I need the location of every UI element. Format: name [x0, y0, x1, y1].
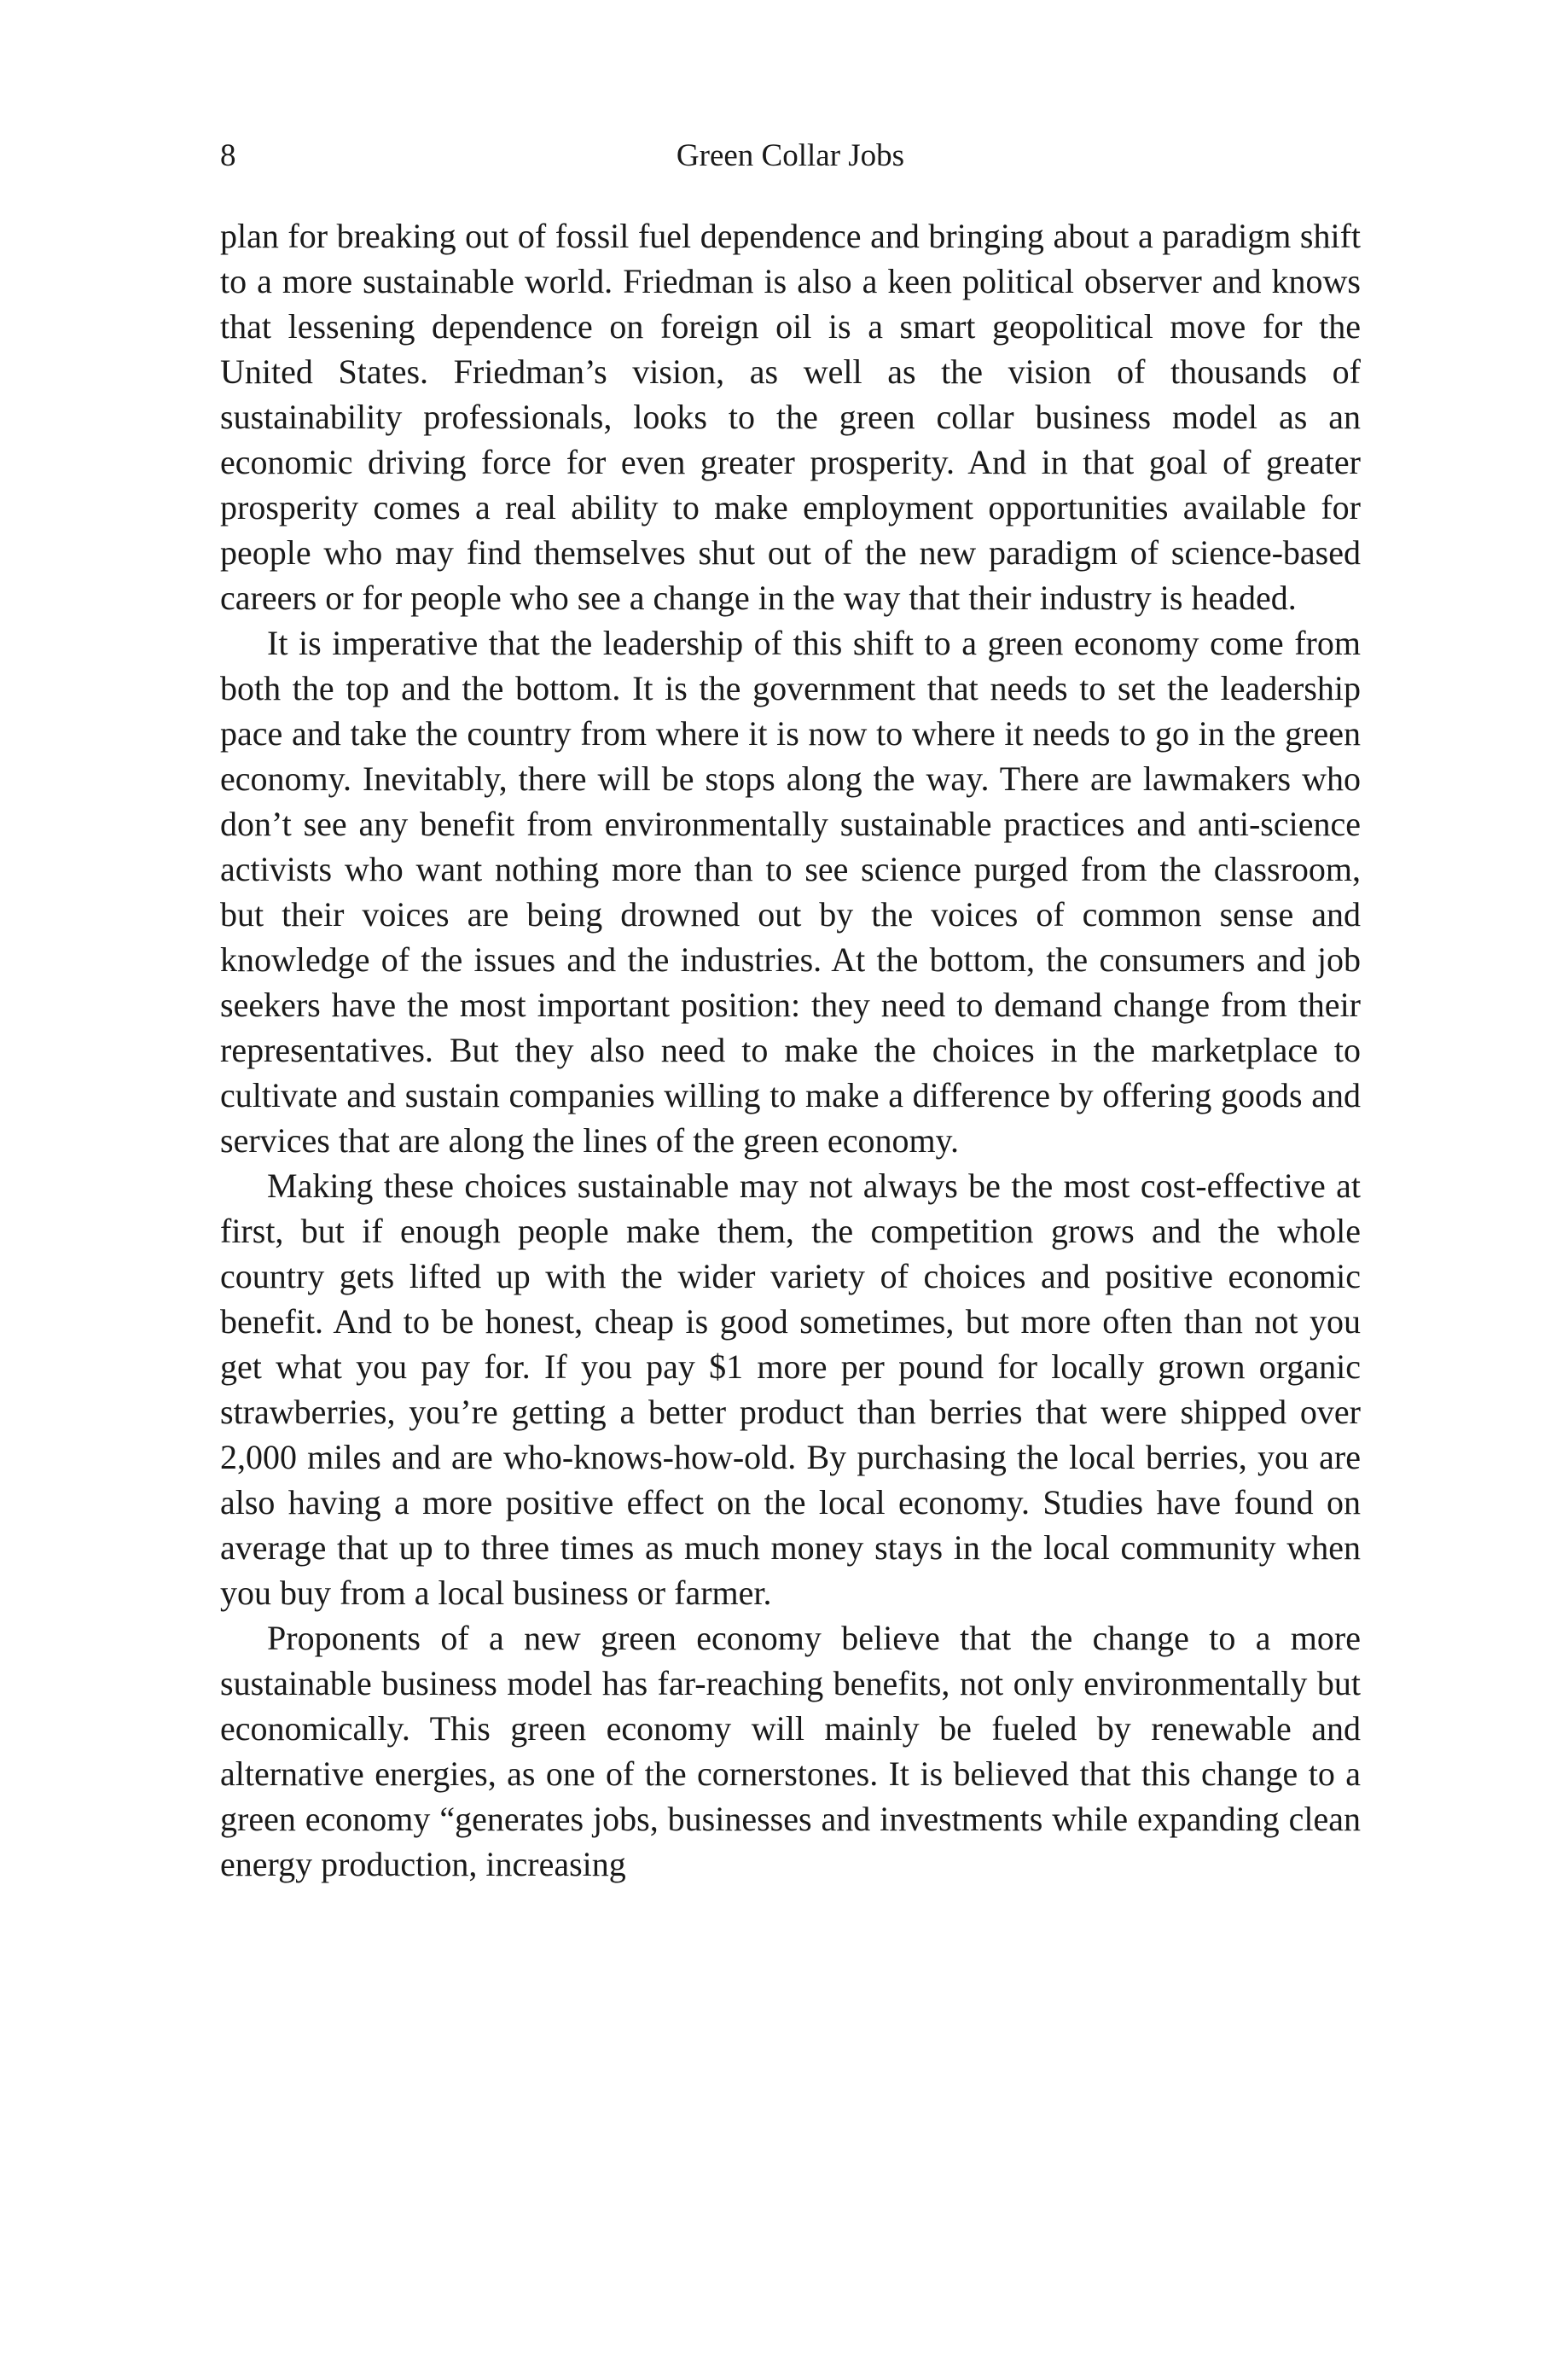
paragraph: It is imperative that the leadership of this shift to a green economy come from both the top and the bottom. It is the government that needs to set the leadership pace and take the country from where it is now to where it needs to go in the green economy. Inevitably, there will be stops along the way. There are lawmakers who don’t see any benefit from environmentally sustainable practices and anti-science activists who want nothing more than to see science purged from the classroom, but their voices are being drowned out by the voices of common sense and knowledge of the issues and the industries. At the bottom, the consumers and job seekers have the most important position: they need to demand change from their representatives. But they also need to make the choices in the marketplace to cultivate and sustain companies willing to make a difference by offering goods and services that are along the lines of the green economy. — [220, 624, 1361, 1160]
paragraph: Making these choices sustainable may not always be the most cost-effective at first, but if enough people make them, the competition grows and the whole country gets lifted up with the wider variety of choices and positive economic benefit. And to be honest, cheap is good sometimes, but more often than not you get what you pay for. If you pay $1 more per pound for locally grown organic strawberries, you’re getting a better product than berries that were shipped over 2,000 miles and are who-knows-how-old. By purchasing the local berries, you are also having a more positive effect on the local economy. Studies have found on average that up to three times as much money stays in the local community when you buy from a local business or farmer. — [220, 1167, 1361, 1612]
body-text — [220, 213, 1361, 1887]
paragraph-continued: plan for breaking out of fossil fuel dependence and bringing about a paradigm shift to a more sustainable world. Friedman is also a keen political observer and knows that lessening dependence on foreign oil is a smart geopolitical move for the United States. Friedman’s vision, as well as the vision of thousands of sustainability professionals, looks to the green collar business model as an economic driving force for even greater prosperity. And in that goal of greater prosperity comes a real ability to make employment opportunities available for people who may find themselves shut out of the new paradigm of science-based careers or for people who see a change in the way that their industry is headed. — [220, 217, 1361, 617]
running-title: Green Collar Jobs — [676, 138, 905, 173]
running-header — [220, 135, 1361, 177]
paragraph: Proponents of a new green economy believe that the change to a more sustainable business model has far-reaching benefits, not only environmentally but economically. This green economy will mainly be fueled by renewable and alternative energies, as one of the cornerstones. It is believed that this change to a green economy “generates jobs, businesses and investments while expanding clean energy production, increasing — [220, 1619, 1361, 1883]
page-number: 8 — [220, 138, 236, 173]
